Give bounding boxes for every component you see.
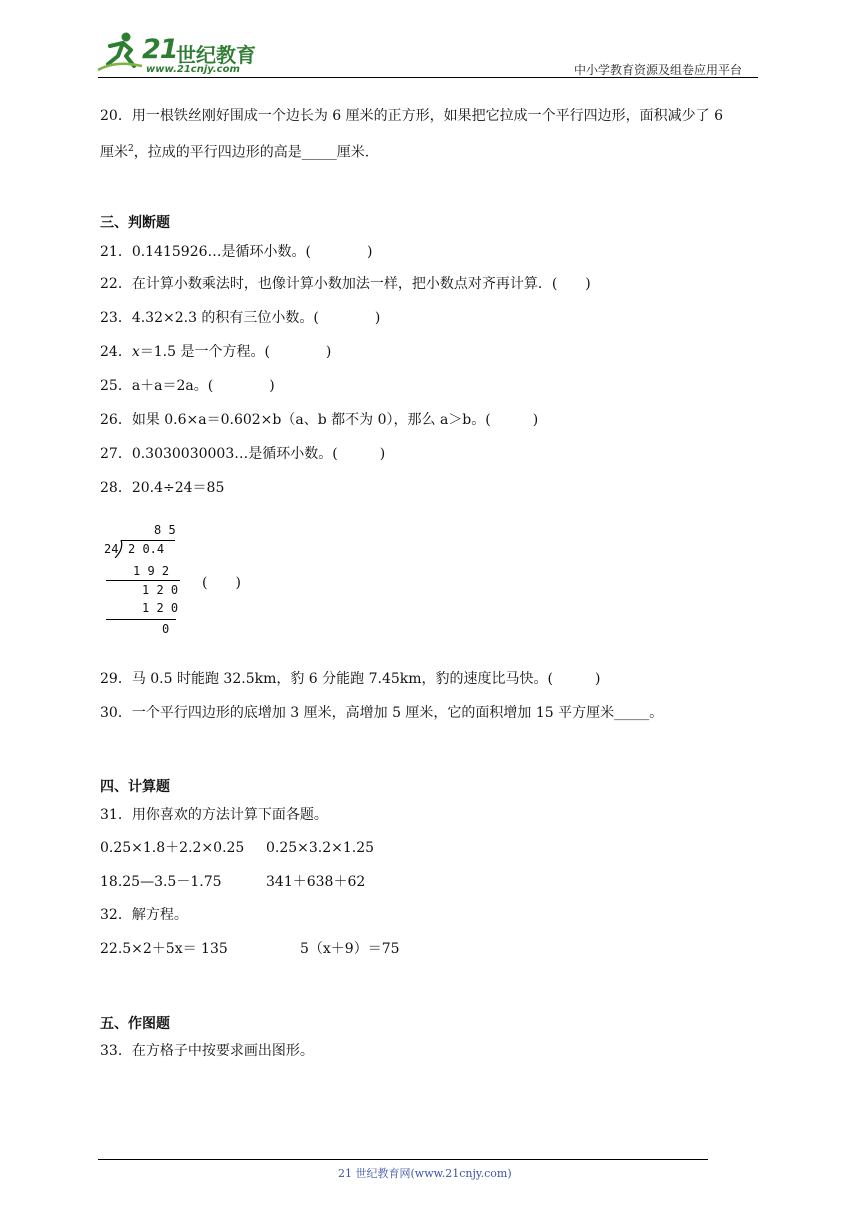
question-20-sup: 2 [128, 144, 134, 154]
division-bracket [114, 540, 124, 558]
expression-2: 0.25×3.2×1.25 [266, 840, 375, 856]
question-25: 25．a＋a＝2a。( ) [100, 378, 275, 394]
question-24 [100, 342, 331, 362]
platform-name: 中小学教育资源及组卷应用平台 [574, 63, 743, 77]
question-26: 26．如果 0.6×a＝0.602×b（a、b 都不为 0），那么 a＞b。( ) [100, 412, 539, 428]
runner-logo-icon [96, 30, 144, 74]
question-22: 22．在计算小数乘法时，也像计算小数加法一样，把小数点对齐再计算．( ) [100, 276, 591, 292]
equation-2: 5（x＋9）＝75 [300, 941, 400, 957]
question-29: 29．马 0.5 时能跑 32.5km，豹 6 分能跑 7.45km，豹的速度比马快。( ) [100, 671, 601, 687]
question-24-variable: x [131, 344, 140, 360]
question-20-line1: 20．用一根铁丝刚好围成一个边长为 6 厘米的正方形，如果把它拉成一个平行四边形，面积减少了 6 [100, 108, 723, 124]
question-33: 33．在方格子中按要求画出图形。 [100, 1043, 314, 1059]
division-rule2 [106, 619, 176, 620]
division-remainder: 0 [162, 622, 170, 636]
section-title-calculation: 四、计算题 [100, 779, 170, 795]
division-quotient: 8 5 [154, 523, 176, 537]
division-bar [121, 540, 175, 541]
division-step2: 1 2 0 [142, 583, 179, 597]
division-rule1 [106, 580, 180, 581]
expression-1: 0.25×1.8＋2.2×0.25 [100, 840, 245, 856]
division-dividend: 2 0.4 [128, 542, 165, 556]
expression-4: 341＋638＋62 [266, 874, 366, 890]
division-step3: 1 2 0 [142, 601, 179, 615]
logo-number: 21 [142, 34, 178, 65]
expression-3: 18.25—3.5－1.75 [100, 874, 222, 890]
question-31: 31．用你喜欢的方法计算下面各题。 [100, 807, 328, 823]
question-24-number: 24． [100, 344, 132, 360]
division-divisor: 24 [104, 542, 119, 556]
logo-url: www.21cnjy.com [146, 64, 240, 75]
header-divider [98, 77, 758, 78]
question-27: 27．0.3030030003…是循环小数。( ) [100, 446, 386, 462]
division-answer-blank: ( ) [202, 575, 241, 591]
question-28: 28．20.4÷24＝85 [100, 480, 225, 496]
logo-text: 世纪教育 [176, 43, 256, 67]
division-step1: 1 9 2 [133, 564, 170, 578]
footer-divider [98, 1159, 708, 1160]
footer-link[interactable]: 21 世纪教育网(www.21cnjy.com) [338, 1167, 512, 1180]
section-title-judgment: 三、判断题 [100, 215, 170, 231]
question-30: 30．一个平行四边形的底增加 3 厘米，高增加 5 厘米，它的面积增加 15 平方厘米_____。 [100, 705, 664, 721]
section-title-drawing: 五、作图题 [100, 1016, 170, 1032]
question-20-unit: 厘米 [100, 144, 128, 161]
question-20-rest: ，拉成的平行四边形的高是_____厘米. [133, 144, 370, 161]
question-32: 32．解方程。 [100, 907, 188, 923]
equation-1: 22.5×2＋5x＝ 135 [100, 941, 228, 957]
question-24-rest: ＝1.5 是一个方程。( ) [139, 344, 332, 360]
question-21: 21．0.1415926…是循环小数。( ) [100, 244, 373, 260]
question-20-line2 [100, 139, 369, 163]
question-23: 23．4.32×2.3 的积有三位小数。( ) [100, 310, 381, 326]
